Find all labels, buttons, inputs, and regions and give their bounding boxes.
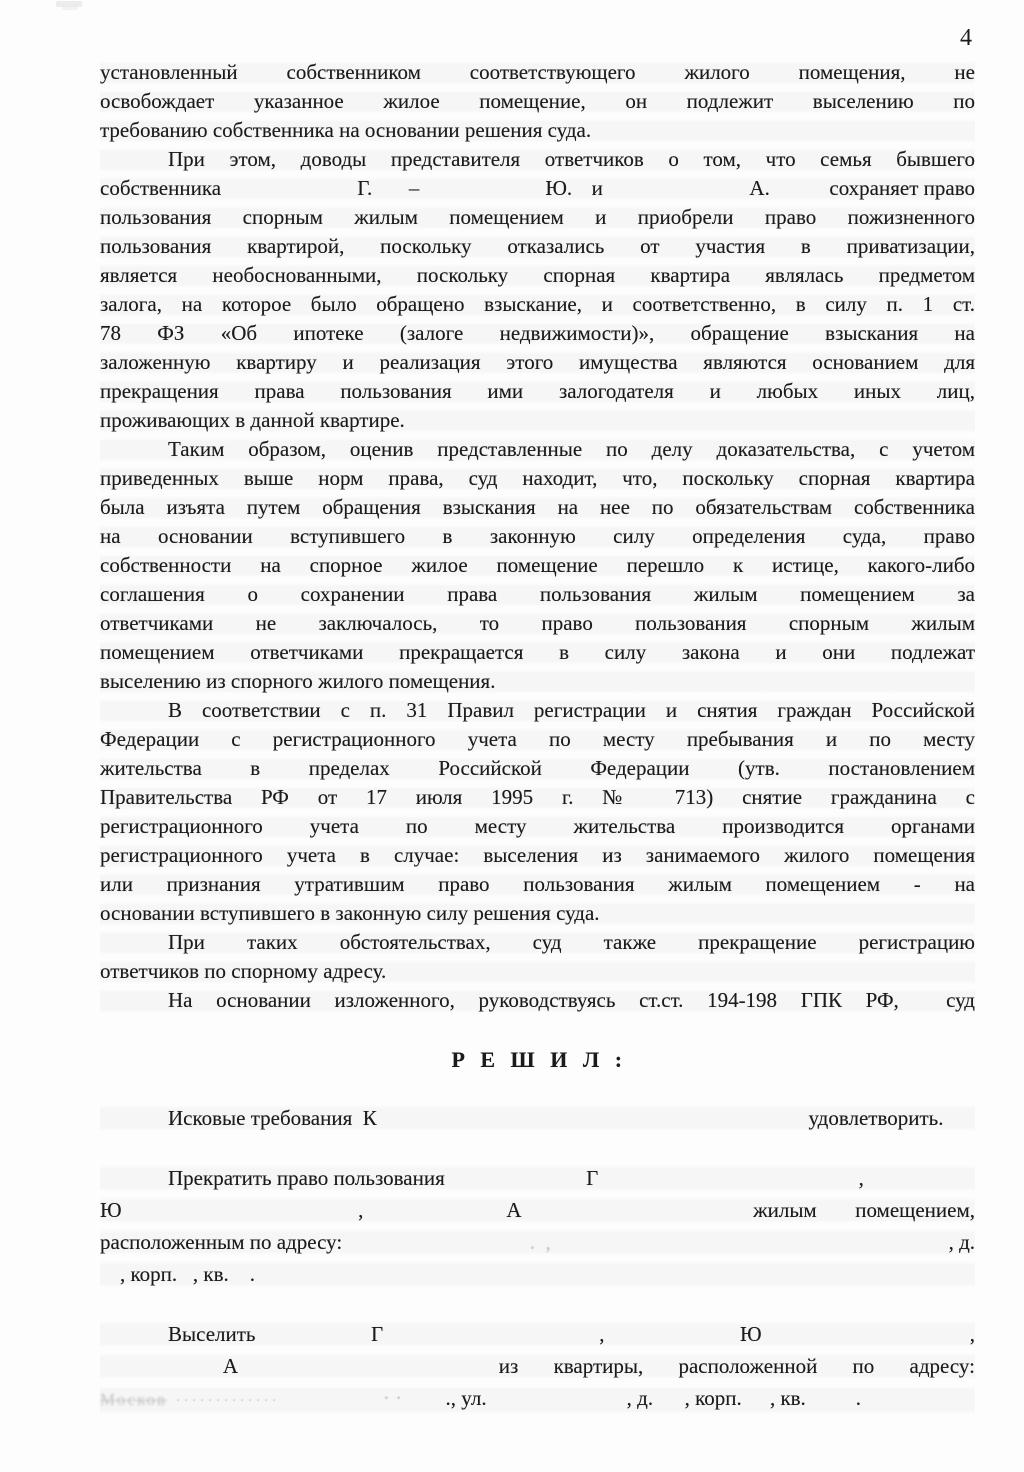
body-text-line: пользования спорным жилым помещением и приобрели право пожизненного bbox=[100, 203, 975, 232]
text-segment: Г bbox=[586, 1166, 599, 1190]
text-segment: сохраняет право bbox=[829, 176, 975, 200]
redaction-gap bbox=[402, 1382, 445, 1417]
text-segment: расположенным по адресу: bbox=[100, 1230, 343, 1254]
body-text-line: ответчиков по спорному адресу. bbox=[100, 957, 975, 986]
redaction-gap bbox=[864, 1162, 975, 1194]
redaction-gap bbox=[256, 1318, 372, 1350]
body-text-line bbox=[100, 174, 975, 203]
redaction-gap bbox=[167, 1382, 176, 1417]
redaction-gap bbox=[770, 174, 830, 203]
redaction-gap bbox=[522, 1194, 754, 1226]
body-text-line: заложенную квартиру и реализация этого имущества являются основанием для bbox=[100, 348, 975, 377]
body-text-line: ответчиками не заключалось, то право пользования спорным жилым bbox=[100, 609, 975, 638]
text-segment: жилым помещением, bbox=[753, 1198, 975, 1222]
redaction-gap bbox=[221, 174, 357, 203]
text-segment: , д. bbox=[626, 1386, 654, 1410]
decision-text-line bbox=[100, 1382, 975, 1417]
page-number: 4 bbox=[960, 25, 972, 51]
text-segment: , корп. bbox=[684, 1386, 742, 1410]
redaction-gap bbox=[363, 1194, 506, 1226]
text-segment: А bbox=[222, 1354, 239, 1378]
decision-text-line bbox=[100, 1102, 975, 1134]
scan-artifact-mark bbox=[62, 6, 78, 10]
decision-text-line bbox=[100, 1318, 975, 1350]
redaction-gap bbox=[238, 1350, 499, 1382]
body-text-line: Таким образом, оценив представленные по делу доказательства, с учетом bbox=[100, 435, 975, 464]
text-segment: . bbox=[855, 1386, 861, 1410]
text-segment: , bbox=[358, 1198, 364, 1222]
redaction-gap bbox=[806, 1382, 856, 1417]
body-text-line: установленный собственником соответствующего жилого помещения, не bbox=[100, 58, 975, 87]
redaction-gap bbox=[603, 174, 750, 203]
redaction-gap bbox=[445, 1162, 586, 1194]
body-text-line: приведенных выше норм права, суд находит, что, поскольку спорная квартира bbox=[100, 464, 975, 493]
body-paragraphs bbox=[100, 58, 975, 1015]
body-text-line: Федерации с регистрационного учета по месту пребывания и по месту bbox=[100, 725, 975, 754]
redaction-gap bbox=[100, 1350, 223, 1382]
body-text-line: помещением ответчиками прекращается в силу закона и они подлежат bbox=[100, 638, 975, 667]
text-segment: из квартиры, расположенной по адресу: bbox=[498, 1354, 975, 1378]
text-segment: А. bbox=[749, 176, 770, 200]
decision-text-line bbox=[100, 1194, 975, 1226]
decision-text-line: , корп. , кв. . bbox=[100, 1258, 975, 1290]
body-text-line: является необоснованными, поскольку спорная квартира являлась предметом bbox=[100, 261, 975, 290]
body-text-line: регистрационного учета по месту жительства производится органами bbox=[100, 812, 975, 841]
body-text-line: При таких обстоятельствах, суд также прекращение регистрацию bbox=[100, 928, 975, 957]
redacted-remnant: . , bbox=[529, 1230, 551, 1254]
text-segment: ., ул. bbox=[445, 1386, 487, 1410]
decision-heading: Р Е Ш И Л : bbox=[451, 1047, 624, 1072]
redacted-remnant: Москов bbox=[100, 1390, 168, 1409]
text-segment: Г bbox=[371, 1322, 384, 1346]
redaction-gap bbox=[551, 1226, 949, 1258]
decision-text-line bbox=[100, 1162, 975, 1194]
body-text-line: При этом, доводы представителя ответчиков о том, что семья бывшего bbox=[100, 145, 975, 174]
body-text-line: На основании изложенного, руководствуясь ст.ст. 194-198 ГПК РФ, суд bbox=[100, 986, 975, 1015]
text-segment: собственника bbox=[100, 176, 222, 200]
body-text-line: 78 ФЗ «Об ипотеке (залоге недвижимости)», обращение взыскания на bbox=[100, 319, 975, 348]
redacted-remnant: · · bbox=[382, 1386, 403, 1410]
text-segment: и bbox=[591, 176, 603, 200]
redaction-gap bbox=[280, 1382, 383, 1417]
redaction-gap bbox=[419, 174, 545, 203]
text-segment: А bbox=[506, 1198, 522, 1222]
text-segment: Прекратить право пользования bbox=[168, 1166, 445, 1190]
text-segment: Исковые требования К bbox=[168, 1106, 377, 1130]
redaction-gap bbox=[598, 1162, 858, 1194]
redaction-gap bbox=[944, 1102, 976, 1134]
body-text-line: основании вступившего в законную силу решения суда. bbox=[100, 899, 975, 928]
redaction-gap bbox=[372, 174, 409, 203]
redaction-gap bbox=[653, 1382, 684, 1417]
text-segment: Г. bbox=[357, 176, 373, 200]
body-text-line: на основании вступившего в законную силу определения суда, право bbox=[100, 522, 975, 551]
text-segment: , bbox=[858, 1166, 864, 1190]
body-text-line: требованию собственника на основании решения суда. bbox=[100, 116, 975, 145]
redacted-remnant: ············· bbox=[175, 1393, 280, 1409]
body-text-line: выселению из спорного жилого помещения. bbox=[100, 667, 975, 696]
body-text-line: или признания утратившим право пользования жилым помещением - на bbox=[100, 870, 975, 899]
redaction-gap bbox=[572, 174, 591, 203]
body-text-line: регистрационного учета в случае: выселения из занимаемого жилого помещения bbox=[100, 841, 975, 870]
body-text-line: соглашения о сохранении права пользования жилым помещением за bbox=[100, 580, 975, 609]
decision-text-line bbox=[100, 1350, 975, 1382]
redaction-gap bbox=[762, 1318, 970, 1350]
text-segment: , д. bbox=[948, 1230, 975, 1254]
text-segment: , bbox=[599, 1322, 605, 1346]
redaction-gap bbox=[122, 1194, 359, 1226]
body-text-line: залога, на которое было обращено взыскание, и соответственно, в силу п. 1 ст. bbox=[100, 290, 975, 319]
body-text-line: жительства в пределах Российской Федерации (утв. постановлением bbox=[100, 754, 975, 783]
text-segment: Ю. bbox=[545, 176, 573, 200]
redaction-gap bbox=[342, 1226, 530, 1258]
text-segment: , bbox=[969, 1322, 975, 1346]
redaction-gap bbox=[861, 1382, 975, 1417]
body-text-line: В соответствии с п. 31 Правил регистрации и снятия граждан Российской bbox=[100, 696, 975, 725]
body-text-line: освобождает указанное жилое помещение, он подлежит выселению по bbox=[100, 87, 975, 116]
body-text-line: пользования квартирой, поскольку отказались от участия в приватизации, bbox=[100, 232, 975, 261]
text-segment: Ю bbox=[740, 1322, 762, 1346]
body-text-line: проживающих в данной квартире. bbox=[100, 406, 975, 435]
document-text-block bbox=[100, 58, 975, 1417]
decision-section bbox=[100, 1102, 975, 1417]
body-text-line: собственности на спорное жилое помещение перешло к истице, какого-либо bbox=[100, 551, 975, 580]
redaction-gap bbox=[742, 1382, 770, 1417]
body-text-line: Правительства РФ от 17 июля 1995 г. № 713) снятие гражданина с bbox=[100, 783, 975, 812]
body-text-line: прекращения права пользования ими залогодателя и любых иных лиц, bbox=[100, 377, 975, 406]
text-segment: Выселить bbox=[168, 1322, 256, 1346]
text-segment: , кв. bbox=[769, 1386, 806, 1410]
text-segment: удовлетворить. bbox=[808, 1106, 944, 1130]
redaction-gap bbox=[377, 1102, 809, 1134]
text-segment: – bbox=[408, 176, 420, 200]
redaction-gap bbox=[487, 1382, 627, 1417]
body-text-line: была изъята путем обращения взыскания на нее по обязательствам собственника bbox=[100, 493, 975, 522]
text-segment: Ю bbox=[100, 1198, 122, 1222]
decision-text-line bbox=[100, 1226, 975, 1258]
redaction-gap bbox=[605, 1318, 740, 1350]
redaction-gap bbox=[383, 1318, 599, 1350]
